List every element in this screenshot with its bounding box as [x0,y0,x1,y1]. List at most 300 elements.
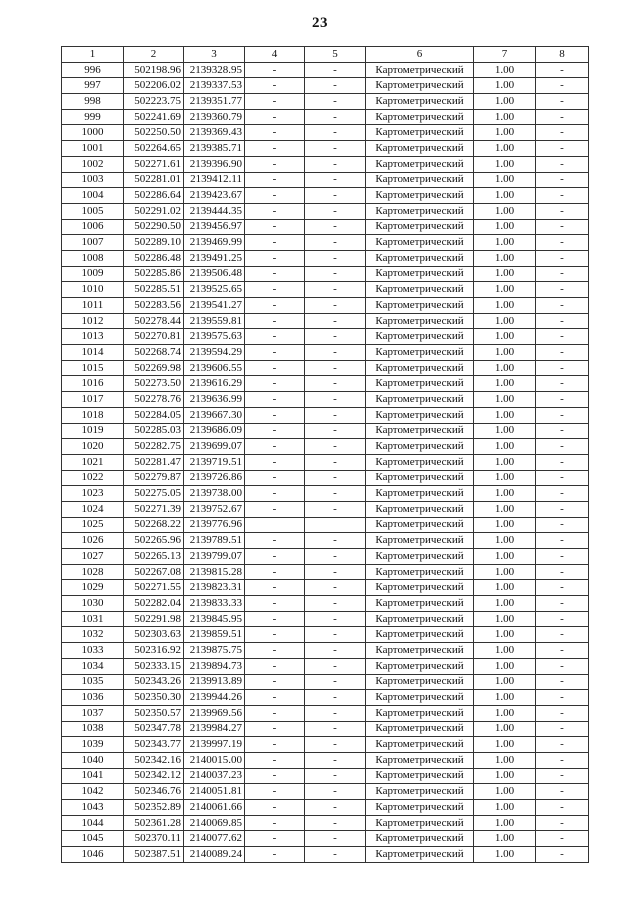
table-cell: - [245,611,305,627]
table-cell: 1025 [62,517,124,533]
table-cell: - [245,800,305,816]
table-cell: - [245,768,305,784]
table-cell: - [536,643,589,659]
table-cell: - [245,250,305,266]
table-cell: Картометрический [366,345,474,361]
table-cell: 1.00 [474,376,536,392]
table-cell: Картометрический [366,188,474,204]
table-cell: 2139699.07 [184,439,245,455]
table-cell: - [305,737,366,753]
table-row [62,658,589,674]
table-cell: - [245,533,305,549]
table-cell: 1.00 [474,800,536,816]
table-cell: Картометрический [366,313,474,329]
table-header-row [62,47,589,63]
table-cell: - [305,533,366,549]
table-cell: 1.00 [474,266,536,282]
table-cell: 502333.15 [124,658,184,674]
table-row [62,329,589,345]
table-cell: - [245,94,305,110]
table-cell: - [245,580,305,596]
table-cell: Картометрический [366,721,474,737]
table-cell: 502282.04 [124,596,184,612]
table-row [62,737,589,753]
table-cell: 1046 [62,847,124,863]
table-cell: 1024 [62,501,124,517]
table-cell: 502361.28 [124,815,184,831]
table-cell: - [305,141,366,157]
table-cell: 502265.96 [124,533,184,549]
table-cell: 502316.92 [124,643,184,659]
table-cell: 502352.89 [124,800,184,816]
table-cell: 1.00 [474,721,536,737]
table-cell: 1.00 [474,752,536,768]
table-cell: 2139845.95 [184,611,245,627]
table-cell: - [245,847,305,863]
table-cell: 1028 [62,564,124,580]
table-cell: Картометрический [366,596,474,612]
table-cell: - [305,501,366,517]
table-cell: 2139616.29 [184,376,245,392]
table-cell: - [305,250,366,266]
table-cell: 1027 [62,549,124,565]
table-row [62,125,589,141]
table-cell: 1.00 [474,78,536,94]
table-cell: 2139636.99 [184,392,245,408]
table-cell: 502342.16 [124,752,184,768]
table-cell: Картометрический [366,517,474,533]
table-cell: Картометрический [366,407,474,423]
table-cell: 2139997.19 [184,737,245,753]
table-cell: 1.00 [474,549,536,565]
table-cell: 1033 [62,643,124,659]
table-cell: - [245,392,305,408]
table-cell: 1038 [62,721,124,737]
table-cell: 1016 [62,376,124,392]
table-row [62,517,589,533]
table-cell: Картометрический [366,376,474,392]
table-cell: - [305,407,366,423]
table-cell: 502342.12 [124,768,184,784]
table-cell: 1.00 [474,125,536,141]
table-row [62,454,589,470]
table-cell: - [245,298,305,314]
table-cell: Картометрический [366,109,474,125]
table-cell: 502350.30 [124,690,184,706]
table-cell: - [305,156,366,172]
table-cell: - [536,705,589,721]
table-cell: 1.00 [474,517,536,533]
table-cell: - [245,831,305,847]
table-cell: 1019 [62,423,124,439]
table-cell: - [245,564,305,580]
table-cell: 502241.69 [124,109,184,125]
table-row [62,800,589,816]
table-cell: - [536,407,589,423]
table-cell: - [536,298,589,314]
table-cell: - [305,125,366,141]
table-cell: - [305,329,366,345]
table-cell: - [536,768,589,784]
table-cell: 1.00 [474,580,536,596]
table-cell: 1.00 [474,611,536,627]
table-cell: - [536,517,589,533]
table-cell: 1.00 [474,156,536,172]
table-cell: Картометрический [366,392,474,408]
table-cell: 2139328.95 [184,62,245,78]
table-cell: Картометрический [366,156,474,172]
table-row [62,815,589,831]
table-cell: - [305,596,366,612]
table-cell: - [245,784,305,800]
table-cell: - [305,815,366,831]
table-cell: 1010 [62,282,124,298]
column-header: 2 [124,47,184,63]
table-cell: - [245,454,305,470]
table-cell: - [305,62,366,78]
table-cell: 2139944.26 [184,690,245,706]
table-cell: - [305,847,366,863]
table-cell: - [536,266,589,282]
table-row [62,721,589,737]
table-cell: - [536,549,589,565]
table-cell: 2140077.62 [184,831,245,847]
table-cell: - [245,407,305,423]
column-header: 5 [305,47,366,63]
table-cell: 1.00 [474,360,536,376]
table-cell: - [305,470,366,486]
table-cell: 1003 [62,172,124,188]
table-cell: 2139894.73 [184,658,245,674]
table-cell: Картометрический [366,800,474,816]
table-cell: - [536,611,589,627]
table-cell: Картометрический [366,454,474,470]
table-cell: 1041 [62,768,124,784]
table-cell: 1.00 [474,62,536,78]
table-cell: 1.00 [474,407,536,423]
table-row [62,596,589,612]
table-cell: - [305,376,366,392]
table-cell: Картометрический [366,266,474,282]
table-cell: 502278.76 [124,392,184,408]
table-cell [305,517,366,533]
table-cell: 1.00 [474,203,536,219]
table-cell: 2139412.11 [184,172,245,188]
table-cell: - [305,486,366,502]
table-cell: Картометрический [366,282,474,298]
table-cell: - [536,533,589,549]
table-cell: - [536,721,589,737]
table-cell: - [305,313,366,329]
table-cell: - [245,235,305,251]
table-cell: 1.00 [474,627,536,643]
table-cell: Картометрический [366,658,474,674]
table-cell: 2139423.67 [184,188,245,204]
table-cell: - [536,156,589,172]
table-row [62,78,589,94]
table-cell: Картометрический [366,125,474,141]
table-cell: - [536,439,589,455]
table-cell: 502285.51 [124,282,184,298]
table-cell: 1.00 [474,533,536,549]
table-cell: 1030 [62,596,124,612]
table-cell: - [305,172,366,188]
table-cell: 1.00 [474,674,536,690]
table-cell: - [305,235,366,251]
table-cell: Картометрический [366,549,474,565]
table-cell: - [245,815,305,831]
table-cell: 502370.11 [124,831,184,847]
table-cell: - [536,235,589,251]
table-cell: Картометрический [366,141,474,157]
table-cell: 502198.96 [124,62,184,78]
table-cell: 1.00 [474,109,536,125]
table-cell: 502282.75 [124,439,184,455]
table-cell: 2139667.30 [184,407,245,423]
table-cell: 502275.05 [124,486,184,502]
table-cell: - [536,219,589,235]
table-cell: 1021 [62,454,124,470]
table-cell: 2139360.79 [184,109,245,125]
table-cell: 502291.98 [124,611,184,627]
table-cell: 2139875.75 [184,643,245,659]
table-cell: - [245,329,305,345]
table-cell: 1.00 [474,815,536,831]
table-cell: 1022 [62,470,124,486]
table-cell: Картометрический [366,815,474,831]
table-cell: 2139823.31 [184,580,245,596]
table-row [62,549,589,565]
table-row [62,831,589,847]
table-cell: 502346.76 [124,784,184,800]
table-cell: Картометрический [366,847,474,863]
table-cell: 2139776.96 [184,517,245,533]
table-cell: 1.00 [474,768,536,784]
table-cell: 2139541.27 [184,298,245,314]
table-cell: 1.00 [474,737,536,753]
table-row [62,392,589,408]
table-cell: 502387.51 [124,847,184,863]
table-cell: - [536,62,589,78]
table-cell: 1.00 [474,298,536,314]
table-cell: Картометрический [366,768,474,784]
table-cell: - [305,564,366,580]
table-cell: Картометрический [366,831,474,847]
table-cell: - [305,188,366,204]
table-cell: 502286.64 [124,188,184,204]
table-row [62,439,589,455]
table-cell: 1018 [62,407,124,423]
table-cell: - [305,784,366,800]
table-cell: Картометрический [366,580,474,596]
table-cell: Картометрический [366,329,474,345]
table-cell: 502343.77 [124,737,184,753]
table-cell: - [536,345,589,361]
table-cell: - [305,752,366,768]
table-cell: 999 [62,109,124,125]
table-cell: 502271.39 [124,501,184,517]
table-cell: Картометрический [366,674,474,690]
table-cell: - [245,674,305,690]
table-cell: Картометрический [366,501,474,517]
table-row [62,564,589,580]
table-cell: - [305,109,366,125]
table-cell: - [305,203,366,219]
table-cell: - [305,611,366,627]
table-cell: - [536,470,589,486]
table-cell: 1012 [62,313,124,329]
table-row [62,486,589,502]
table-cell: 502206.02 [124,78,184,94]
table-cell: Картометрический [366,203,474,219]
table-row [62,423,589,439]
table-row [62,298,589,314]
table-cell: - [245,172,305,188]
table-row [62,674,589,690]
table-cell: 1.00 [474,705,536,721]
table-cell: 1031 [62,611,124,627]
table-cell: 2139859.51 [184,627,245,643]
table-cell: 1023 [62,486,124,502]
table-cell: Картометрический [366,627,474,643]
table-cell: 1.00 [474,282,536,298]
table-cell: - [245,643,305,659]
table-cell: - [536,564,589,580]
table-cell: 1001 [62,141,124,157]
table-cell: 1017 [62,392,124,408]
table-cell: - [536,188,589,204]
table-row [62,235,589,251]
table-cell: 2139525.65 [184,282,245,298]
table-cell: 502268.74 [124,345,184,361]
table-cell: - [305,360,366,376]
table-row [62,109,589,125]
table-cell: 1.00 [474,423,536,439]
table-cell: 2139469.99 [184,235,245,251]
table-row [62,533,589,549]
table-cell: 1009 [62,266,124,282]
table-cell: 1.00 [474,454,536,470]
table-row [62,501,589,517]
table-cell: 1029 [62,580,124,596]
table-cell: - [536,313,589,329]
table-cell: - [245,627,305,643]
table-cell: - [536,109,589,125]
table-cell: - [305,658,366,674]
table-cell: - [245,423,305,439]
table-cell: - [536,690,589,706]
table-cell: - [305,345,366,361]
table-cell: - [245,705,305,721]
table-cell: - [245,188,305,204]
table-cell: 2140061.66 [184,800,245,816]
table-cell: 502303.63 [124,627,184,643]
table-cell: 1.00 [474,313,536,329]
table-cell: 1044 [62,815,124,831]
table-row [62,752,589,768]
table-cell: Картометрический [366,298,474,314]
table-cell: 1013 [62,329,124,345]
table-cell: Картометрический [366,360,474,376]
table-cell: 1.00 [474,486,536,502]
table-cell: 1.00 [474,470,536,486]
table-cell: - [536,125,589,141]
table-cell: 996 [62,62,124,78]
table-cell: 502285.03 [124,423,184,439]
table-row [62,94,589,110]
table-cell: - [536,141,589,157]
table-cell: 502265.13 [124,549,184,565]
table-cell: - [245,313,305,329]
table-cell: - [245,78,305,94]
table-cell: Картометрический [366,784,474,800]
table-row [62,611,589,627]
table-cell: Картометрический [366,62,474,78]
table-cell: 2139606.55 [184,360,245,376]
table-cell: 502271.61 [124,156,184,172]
table-cell: 1.00 [474,596,536,612]
table-cell: - [305,831,366,847]
table-row [62,360,589,376]
table-row [62,847,589,863]
table-cell: 2139506.48 [184,266,245,282]
table-cell: - [305,266,366,282]
table-cell: - [245,486,305,502]
table-cell: 2140051.81 [184,784,245,800]
table-cell: - [305,298,366,314]
table-cell: 1015 [62,360,124,376]
table-cell: - [305,580,366,596]
table-cell: 502267.08 [124,564,184,580]
table-cell: - [536,392,589,408]
table-cell: 1.00 [474,847,536,863]
table-cell: Картометрический [366,690,474,706]
table-cell: - [245,62,305,78]
table-cell: - [245,596,305,612]
table-cell: Картометрический [366,219,474,235]
table-cell: 2139719.51 [184,454,245,470]
table-cell: 1.00 [474,784,536,800]
table-cell [245,517,305,533]
table-cell: - [536,737,589,753]
table-cell: 1.00 [474,392,536,408]
table-row [62,470,589,486]
table-cell: - [245,376,305,392]
table-cell: - [245,219,305,235]
table-cell: 502347.78 [124,721,184,737]
table-cell: - [245,345,305,361]
table-cell: 1002 [62,156,124,172]
table-cell: - [536,203,589,219]
table-row [62,250,589,266]
page-number: 23 [312,15,328,31]
table-cell: - [245,109,305,125]
table-cell: 1039 [62,737,124,753]
table-row [62,266,589,282]
table-cell: - [305,219,366,235]
table-cell: 1007 [62,235,124,251]
table-cell: - [536,596,589,612]
table-cell: 1.00 [474,345,536,361]
table-cell: - [245,549,305,565]
table-cell: 502268.22 [124,517,184,533]
table-cell: 1.00 [474,690,536,706]
table-cell: 1004 [62,188,124,204]
table-cell: 502279.87 [124,470,184,486]
table-cell: 2139969.56 [184,705,245,721]
table-cell: 502281.01 [124,172,184,188]
table-cell: - [536,360,589,376]
